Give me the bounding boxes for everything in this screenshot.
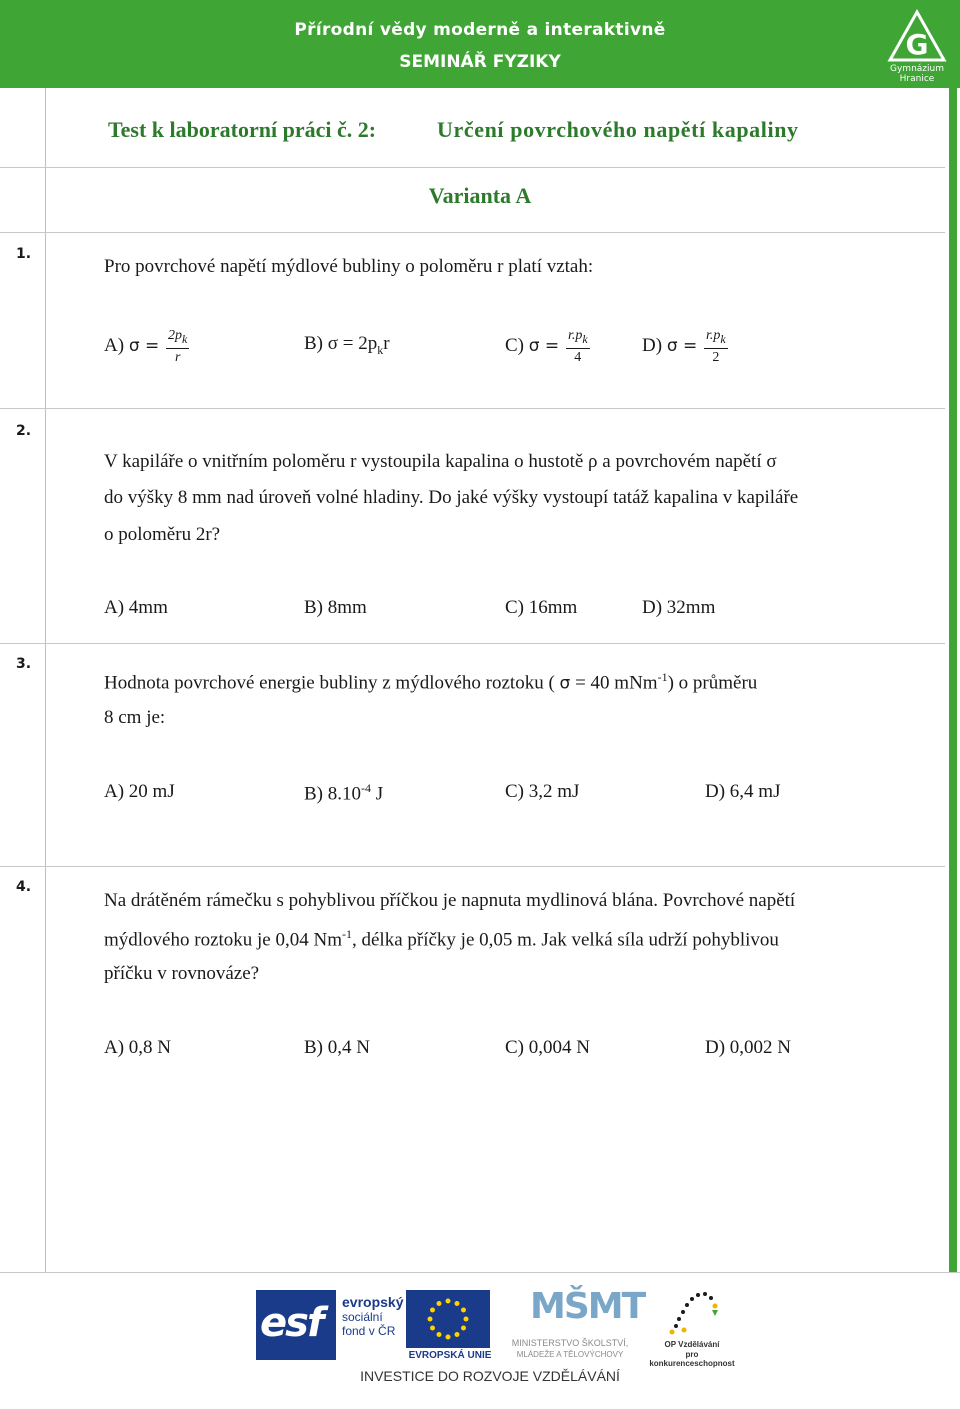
subscript: k (182, 331, 188, 346)
school-logo (884, 8, 950, 88)
answer-option-c: C) 16mm (505, 597, 578, 618)
sigma-symbol: σ (559, 673, 571, 694)
answer-option-a: A) 0,8 N (104, 1037, 172, 1058)
question-text-line (104, 670, 757, 694)
sigma-symbol: σ = (528, 335, 560, 356)
answer-formula: σ = 2p (327, 333, 378, 354)
subscript: k (582, 331, 588, 346)
answer-option-a (104, 327, 189, 366)
answer-option-b (304, 333, 390, 358)
eu-label: EVROPSKÁ UNIE (408, 1350, 492, 1361)
logo-text-gymnazium: Gymnázium (890, 64, 944, 74)
fraction-denominator: 2 (712, 349, 720, 365)
fraction (566, 327, 590, 366)
sigma-symbol: σ = (128, 335, 160, 356)
answer-text: B) 8.10 (304, 783, 361, 805)
answer-option-d: D) 32mm (642, 597, 716, 618)
esf-logo (256, 1290, 404, 1360)
superscript: -4 (361, 781, 371, 795)
op-vzdelavani-logo (646, 1286, 738, 1366)
text-fragment: mýdlového roztoku je 0,04 Nm (104, 929, 342, 951)
title-part1: Test k laboratorní práci č. 2: (108, 117, 377, 142)
fraction (704, 327, 728, 366)
answer-option-d: D) 0,002 N (705, 1037, 792, 1058)
sigma-symbol: σ = (666, 335, 698, 356)
text-fragment: , délka příčky je 0,05 m. Jak velká síla udrží pohyblivou (352, 929, 779, 951)
fraction-numerator: 2p (168, 328, 182, 343)
divider (0, 232, 945, 233)
divider (0, 866, 945, 867)
question-text-line: příčku v rovnováze? (104, 963, 260, 984)
answer-option-b: B) 8mm (304, 597, 367, 618)
msmt-logo-letters: MŠMT (530, 1286, 645, 1327)
answer-formula-suffix: r (383, 333, 390, 354)
right-border (949, 88, 957, 1272)
divider (0, 167, 945, 168)
answer-option-a: A) 20 mJ (104, 781, 175, 802)
question-text-line: 8 cm je: (104, 707, 166, 728)
question-text-line: o poloměru 2r? (104, 524, 221, 545)
msmt-caption-line: MLÁDEŽE A TĚLOVÝCHOVY (516, 1350, 624, 1359)
header-subject-title: Přírodní vědy moderně a interaktivně (294, 20, 666, 40)
logo-text-hranice: Hranice (899, 74, 935, 84)
header-seminar-title: SEMINÁŘ FYZIKY (399, 52, 561, 72)
fraction-denominator: 4 (574, 349, 582, 365)
op-caption-line: pro konkurenceschopnost (649, 1350, 735, 1368)
question-text-line: Na drátěném rámečku s pohyblivou příčkou je napnuta mydlinová blána. Povrchové napětí (104, 890, 796, 911)
investice-slogan: INVESTICE DO ROZVOJE VZDĚLÁVÁNÍ (360, 1368, 620, 1384)
answer-unit: J (371, 783, 384, 805)
msmt-logo (500, 1286, 645, 1366)
answer-label: D) (642, 334, 663, 356)
text-fragment: Hodnota povrchové energie bubliny z mýdlového roztoku ( (104, 672, 560, 694)
footer-divider (0, 1272, 960, 1273)
page-title (108, 117, 799, 143)
answer-option-c (505, 327, 590, 366)
esf-logo-caption (342, 1294, 403, 1338)
question-number: 1. (16, 246, 32, 262)
footer-logos (0, 1272, 960, 1409)
left-margin-line (45, 88, 46, 1272)
esf-caption-line: sociální (342, 1310, 383, 1324)
svg-text:G: G (905, 28, 929, 61)
subscript: k (720, 331, 726, 346)
divider (0, 643, 945, 644)
answer-label: B) (304, 333, 323, 354)
text-fragment: = 40 mNm (570, 672, 658, 694)
question-number: 2. (16, 423, 32, 439)
question-text-line (104, 927, 779, 951)
esf-logo-text: esf (260, 1300, 323, 1346)
question-text-line: V kapiláře o vnitřním poloměru r vystoupila kapalina o hustotě ρ a povrchovém napětí σ (104, 451, 777, 472)
fraction (166, 327, 189, 366)
eu-flag-icon (406, 1290, 490, 1348)
fraction-denominator: r (174, 349, 181, 365)
question-number: 3. (16, 656, 32, 672)
divider (0, 408, 945, 409)
answer-option-c: C) 3,2 mJ (505, 781, 580, 802)
fraction-numerator: r.p (706, 328, 721, 343)
answer-option-b: B) 0,4 N (304, 1037, 370, 1058)
fraction-numerator: r.p (567, 328, 583, 343)
answer-option-d (642, 327, 728, 366)
answer-option-c: C) 0,004 N (505, 1037, 590, 1058)
superscript: -1 (657, 670, 668, 684)
title-part2: Určení povrchového napětí kapaliny (437, 117, 799, 142)
answer-option-a: A) 4mm (104, 597, 168, 618)
esf-caption-line: evropský (342, 1294, 404, 1310)
eu-stars-icon (406, 1290, 490, 1348)
header-banner (0, 0, 960, 88)
variant-title: Varianta A (428, 183, 532, 208)
text-fragment: ) o průměru (667, 672, 758, 694)
answer-label: A) (104, 334, 125, 356)
question-text-line: do výšky 8 mm nad úroveň volné hladiny. Do jaké výšky vystoupí tatáž kapalina v kapiláře (104, 487, 799, 508)
subscript: k (377, 342, 384, 357)
answer-option-d: D) 6,4 mJ (705, 781, 781, 802)
question-text: Pro povrchové napětí mýdlové bubliny o poloměru r platí vztah: (104, 256, 594, 277)
esf-caption-line: fond v ČR (342, 1324, 396, 1338)
msmt-caption-line: MINISTERSTVO ŠKOLSTVÍ, (511, 1338, 629, 1348)
gymnazium-logo-icon (884, 8, 950, 64)
question-number: 4. (16, 879, 32, 895)
answer-label: C) (505, 334, 524, 356)
superscript: -1 (342, 927, 352, 941)
op-caption-line: OP Vzdělávání (664, 1340, 720, 1349)
answer-option-b (304, 781, 383, 805)
op-dots-icon (646, 1286, 738, 1338)
